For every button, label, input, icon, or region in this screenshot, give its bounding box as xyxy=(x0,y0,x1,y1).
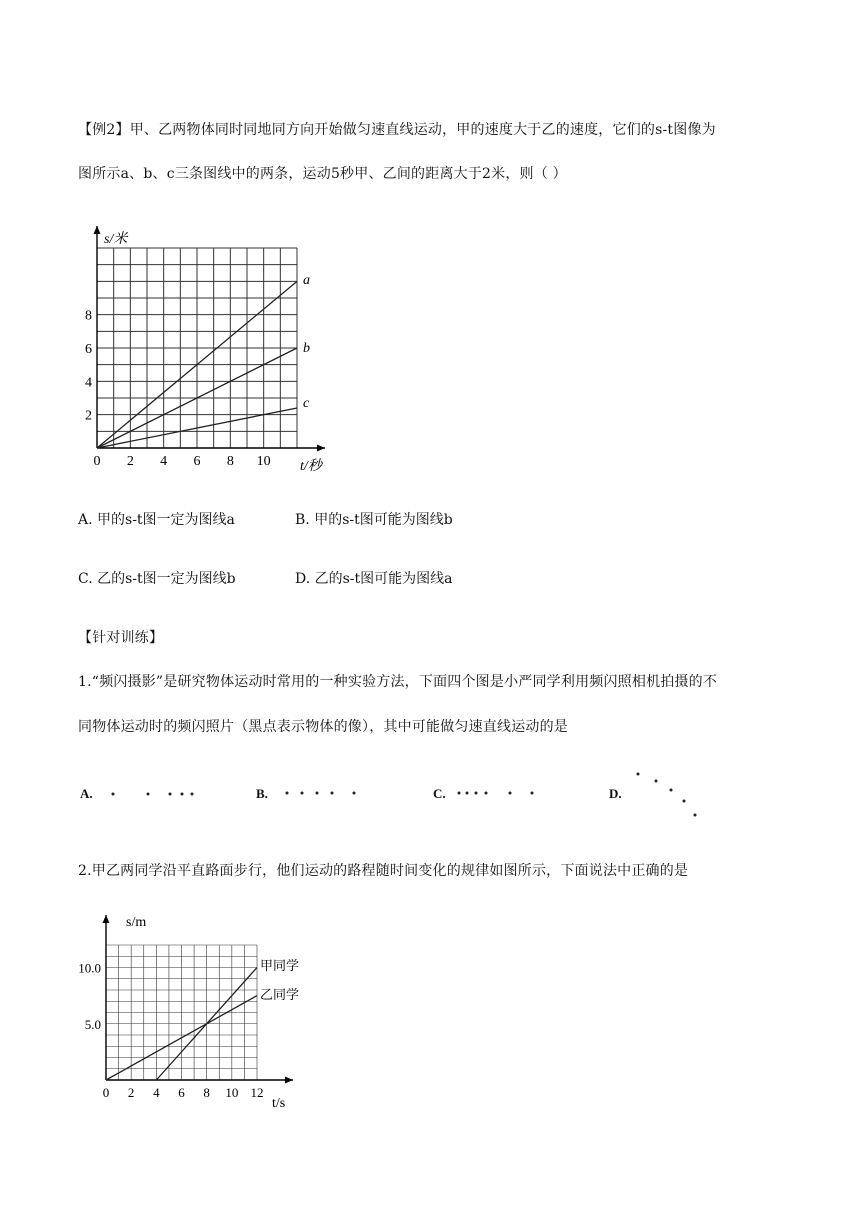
chart1-grid xyxy=(97,248,297,448)
c2-x-tick-label: 0 xyxy=(102,1085,110,1100)
chart2-grid xyxy=(106,945,257,1080)
strobe-dot xyxy=(509,792,512,795)
chart1-axes xyxy=(94,226,326,452)
c2-x-tick-label: 10 xyxy=(225,1085,239,1100)
strobe-dot xyxy=(531,792,534,795)
chart1-series-label-b: b xyxy=(303,341,310,356)
c2-y-tick-label: 5.0 xyxy=(84,1016,101,1032)
strobe-dot xyxy=(637,773,640,776)
strobe-dot xyxy=(316,792,319,795)
strobe-dot xyxy=(670,789,673,792)
strobe-dot xyxy=(169,793,172,796)
strobe-dot xyxy=(683,800,686,803)
c1-x-tick-label: 8 xyxy=(226,454,234,469)
c2-y-arrow xyxy=(103,915,110,923)
c2-x-tick-label: 12 xyxy=(250,1085,264,1100)
strobe-dot xyxy=(112,793,115,796)
q2-question: 2.甲乙两同学沿平直路面步行，他们运动的路程随时间变化的规律如图所示，下面说法中正确的是 xyxy=(78,863,689,879)
strobe-dot xyxy=(181,793,184,796)
q1-line2: 同物体运动时的频闪照片（黑点表示物体的像），其中可能做匀速直线运动的是 xyxy=(78,719,568,735)
strobe-dot xyxy=(475,792,478,795)
c1-x-tick-label: 0 xyxy=(93,454,101,469)
practice-heading: 【针对训练】 xyxy=(78,630,164,646)
chart2-series-label-yi: 乙同学 xyxy=(260,987,300,1002)
example2-question-line1: 【例2】甲、乙两物体同时同地同方向开始做匀速直线运动，甲的速度大于乙的速度，它们的s-t图像为 xyxy=(78,122,716,138)
c1-y-tick-label: 6 xyxy=(85,342,92,357)
example2-question-line2: 图所示a、b、c三条图线中的两条，运动5秒甲、乙间的距离大于2米，则（ ） xyxy=(78,166,567,182)
strobe-dot xyxy=(331,792,334,795)
q1-option-a-label[interactable]: A. xyxy=(80,786,93,801)
strobe-dot xyxy=(485,792,488,795)
c1-x-tick-label: 4 xyxy=(160,454,168,469)
strobe-photo-d xyxy=(637,773,697,817)
strobe-photo-c xyxy=(458,792,534,795)
c1-x-arrow xyxy=(317,445,325,452)
strobe-photo-a xyxy=(112,793,194,796)
c1-y-tick-label: 4 xyxy=(85,375,92,391)
c2-x-tick-label: 6 xyxy=(178,1085,185,1100)
strobe-dot xyxy=(466,792,469,795)
chart-st-graph-abc xyxy=(70,210,350,480)
strobe-dot xyxy=(191,793,194,796)
chart1-xlabel: t/秒 xyxy=(300,459,322,474)
option-a[interactable]: A. 甲的s-t图一定为图线a xyxy=(78,512,235,528)
c1-x-tick-label: 10 xyxy=(256,454,271,469)
strobe-photo-b xyxy=(286,792,356,795)
strobe-dot xyxy=(655,780,658,783)
strobe-dot xyxy=(353,792,356,795)
c1-x-tick-label: 2 xyxy=(126,454,134,469)
c2-y-tick-label: 10.0 xyxy=(78,960,101,976)
c2-x-tick-label: 8 xyxy=(203,1085,210,1100)
q1-option-c-label[interactable]: C. xyxy=(433,786,446,801)
chart1-series-label-a: a xyxy=(303,273,310,288)
chart2-ylabel: s/m xyxy=(126,915,147,930)
c1-y-tick-label: 2 xyxy=(85,408,92,424)
c2-x-tick-label: 2 xyxy=(127,1085,135,1100)
strobe-dot xyxy=(301,792,304,795)
c2-x-arrow xyxy=(285,1077,293,1084)
strobe-dot xyxy=(286,792,289,795)
chart1-ylabel: s/米 xyxy=(104,232,128,247)
q1-option-b-label[interactable]: B. xyxy=(256,786,268,801)
chart-st-graph-students xyxy=(70,900,330,1110)
option-d[interactable]: D. 乙的s-t图可能为图线a xyxy=(295,571,453,587)
c1-y-arrow xyxy=(94,226,101,234)
c2-x-tick-label: 4 xyxy=(153,1085,160,1100)
q1-option-d-label[interactable]: D. xyxy=(609,786,622,801)
chart1-series-label-c: c xyxy=(303,396,310,411)
c1-x-tick-label: 6 xyxy=(193,454,201,469)
strobe-dot xyxy=(147,793,150,796)
strobe-photos xyxy=(0,760,860,830)
chart2-series-label-jia: 甲同学 xyxy=(260,958,300,973)
c1-y-tick-label: 8 xyxy=(85,308,92,324)
option-b[interactable]: B. 甲的s-t图可能为图线b xyxy=(295,512,453,528)
strobe-dot xyxy=(458,792,461,795)
strobe-dot xyxy=(694,814,697,817)
q1-line1: 1.“频闪摄影”是研究物体运动时常用的一种实验方法，下面四个图是小严同学利用频闪照相机拍摄的不 xyxy=(78,674,718,690)
option-c[interactable]: C. 乙的s-t图一定为图线b xyxy=(78,571,236,587)
chart2-xlabel: t/s xyxy=(272,1096,286,1110)
